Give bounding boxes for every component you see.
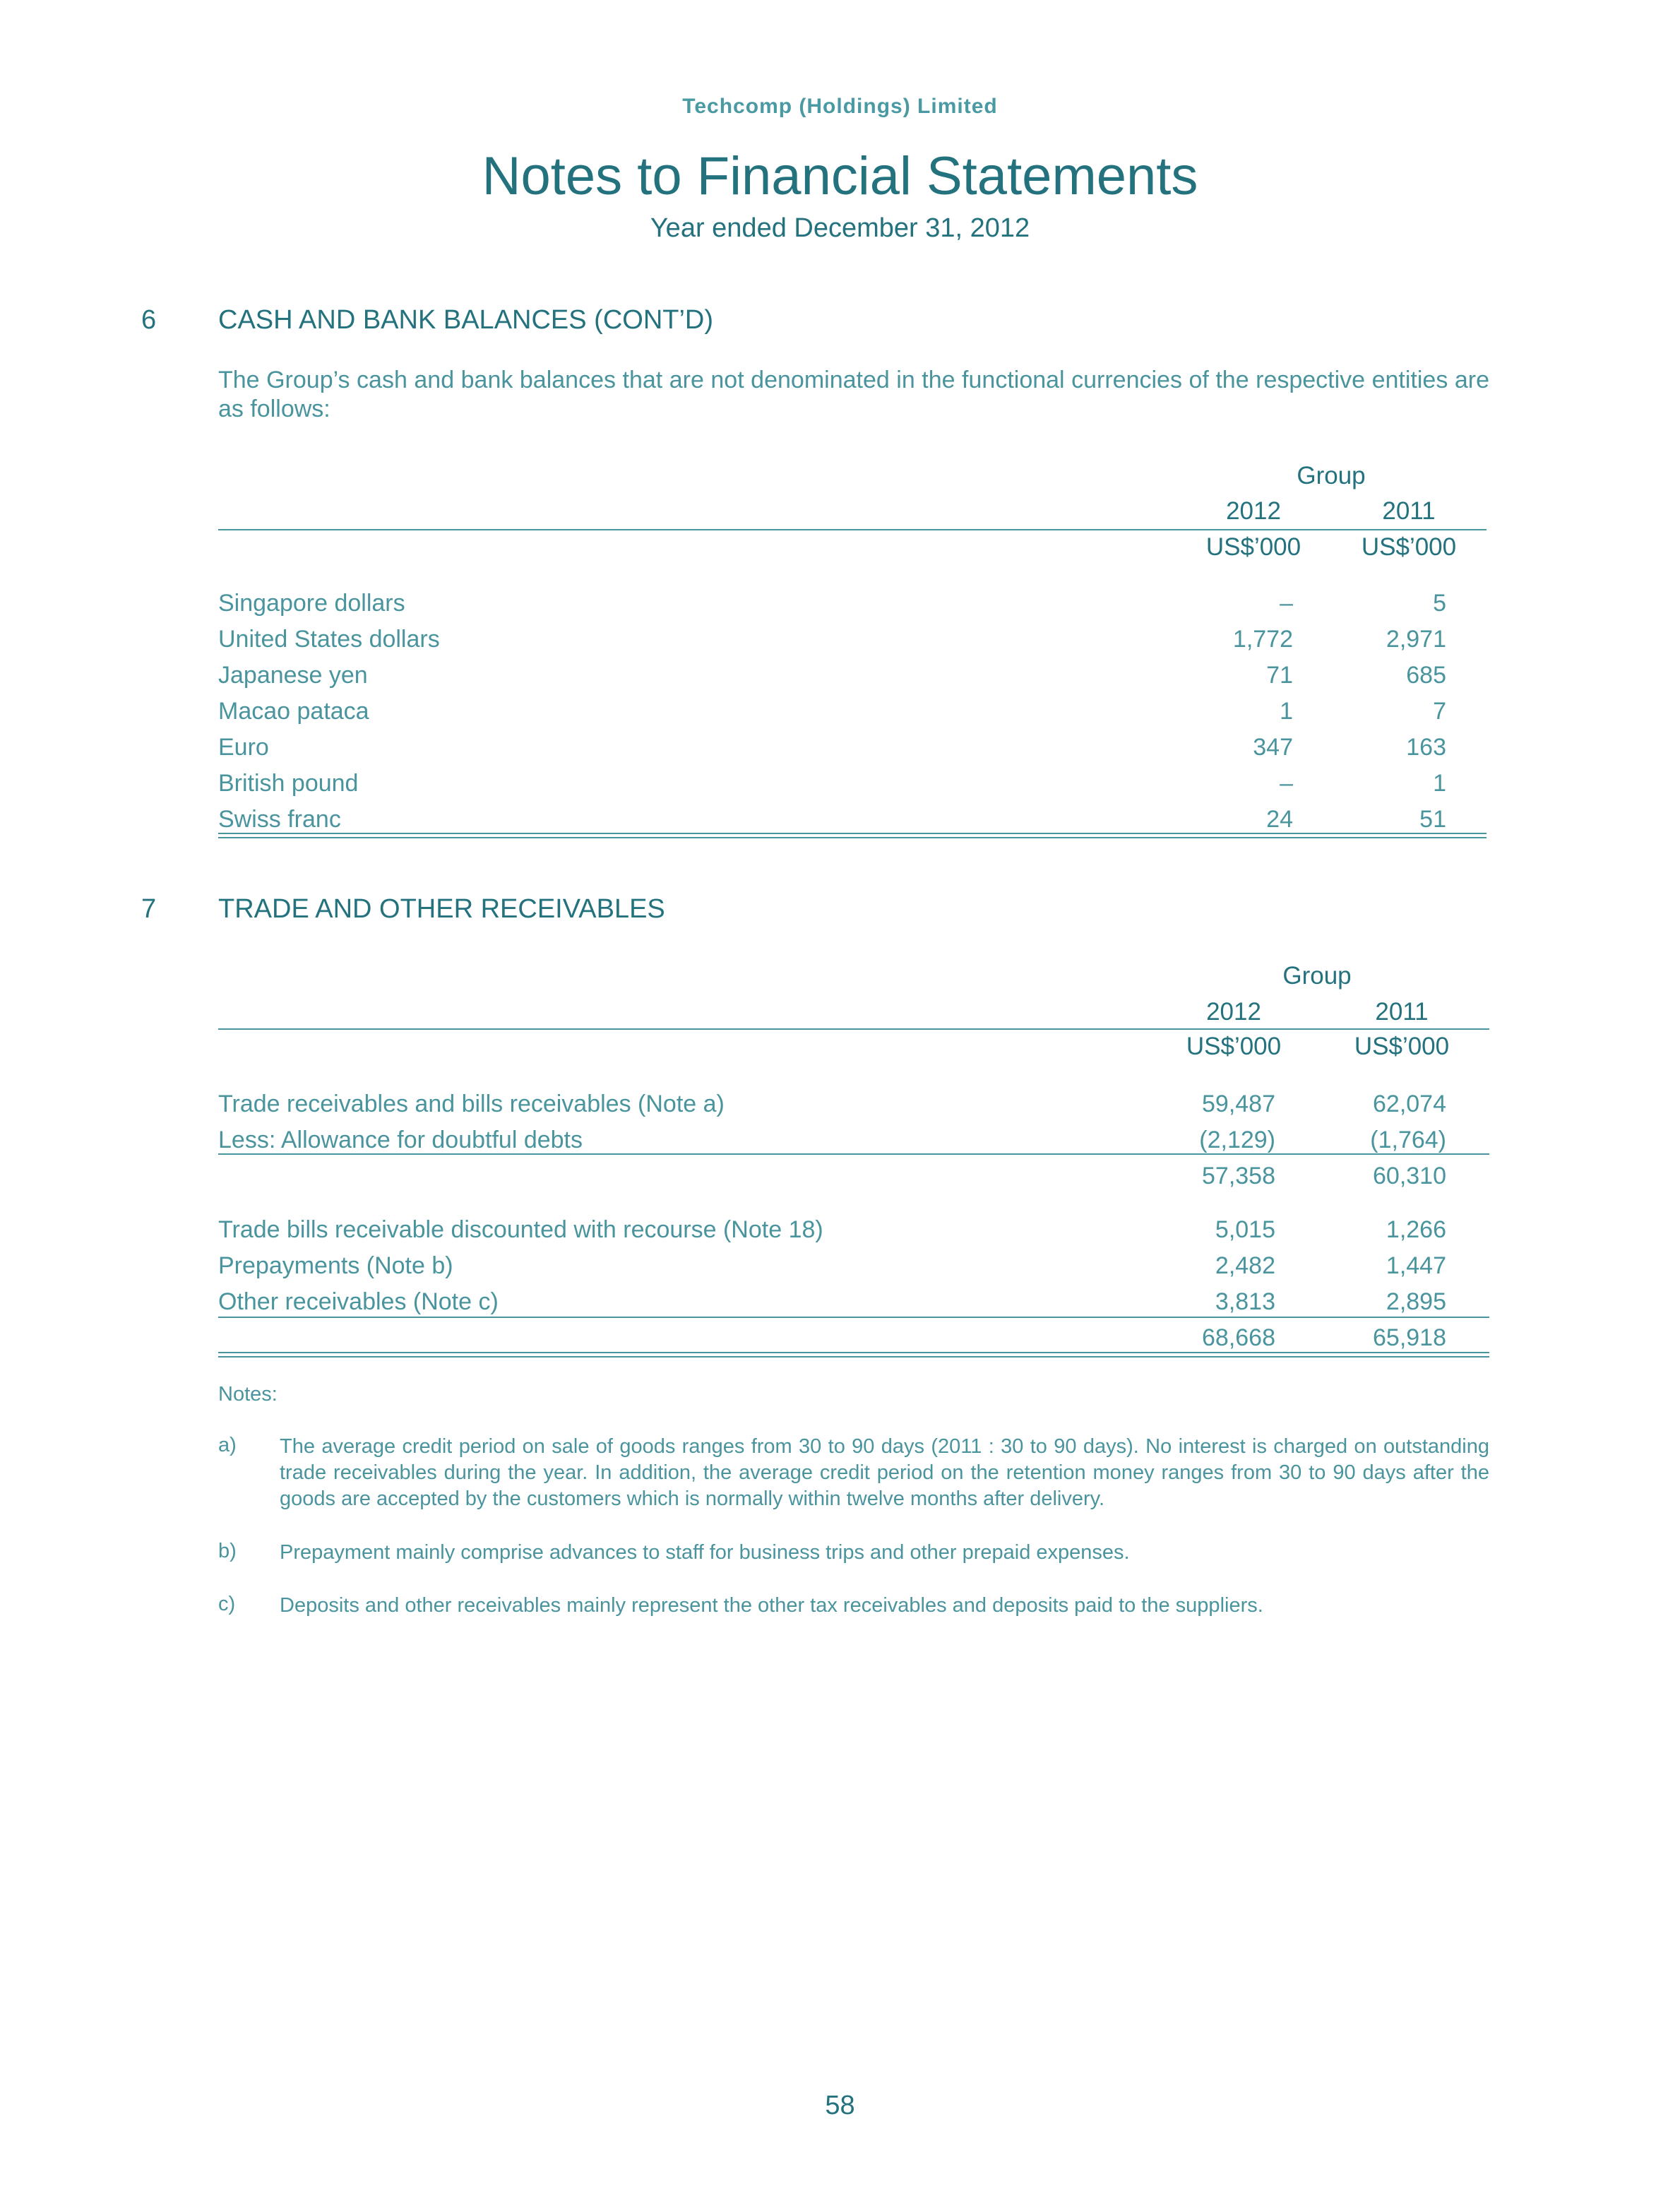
page-number: 58 [825,2091,855,2120]
s6-row-label: Japanese yen [218,662,368,689]
s7-unit-2012: US$’000 [1186,1033,1282,1060]
s7-row-value-2011: 62,074 [1373,1091,1446,1117]
s7-row-label: Trade receivables and bills receivables (Note a) [218,1091,725,1117]
s6-row-label: British pound [218,770,359,797]
note-label: c) [218,1593,236,1615]
s7-row-value-2012: 68,668 [1202,1324,1275,1351]
s6-header-rule [218,529,1487,530]
s6-row-value-2011: 2,971 [1386,626,1446,653]
s6-row-value-2011: 7 [1433,698,1446,725]
s6-row-label: United States dollars [218,626,440,653]
s7-total-rule-2 [218,1356,1489,1358]
notes-heading: Notes: [218,1383,278,1406]
note-text: Deposits and other receivables mainly represent the other tax receivables and deposits paid to the suppliers. [280,1594,1263,1617]
note-label: b) [218,1540,237,1562]
s7-row-value-2012: 2,482 [1215,1252,1275,1279]
s6-row-value-2012: 347 [1253,734,1293,761]
section-6-title: CASH AND BANK BALANCES (CONT’D) [218,305,714,335]
s7-row-value-2011: 60,310 [1373,1163,1446,1189]
s6-year-2012: 2012 [1226,497,1281,525]
page-subtitle: Year ended December 31, 2012 [650,213,1030,243]
s6-row-value-2011: 163 [1406,734,1446,761]
page-title: Notes to Financial Statements [482,146,1198,206]
s6-row-value-2012: 71 [1266,662,1293,689]
s6-row-label: Euro [218,734,269,761]
s7-total-rule-1 [218,1352,1489,1353]
s6-row-value-2012: – [1280,590,1293,617]
s7-row-value-2012: 57,358 [1202,1163,1275,1189]
s6-group-header: Group [1297,462,1366,489]
s7-row-value-2012: 59,487 [1202,1091,1275,1117]
s6-row-label: Swiss franc [218,806,341,833]
s7-row-value-2011: 1,447 [1386,1252,1446,1279]
s6-row-value-2011: 1 [1433,770,1446,797]
section-6-intro: The Group’s cash and bank balances that are not denominated in the functional currencies of the respective entities are as follows: [218,367,1489,422]
s7-row-value-2011: 65,918 [1373,1324,1446,1351]
note-label: a) [218,1434,237,1456]
s6-year-2011: 2011 [1382,497,1436,525]
s6-row-label: Macao pataca [218,698,369,725]
s7-row-label: Other receivables (Note c) [218,1288,499,1315]
s6-row-value-2012: 24 [1266,806,1293,833]
s6-unit-2011: US$’000 [1361,533,1457,561]
s6-row-label: Singapore dollars [218,590,405,617]
s7-year-2011: 2011 [1375,998,1429,1026]
company-name: Techcomp (Holdings) Limited [682,95,998,118]
section-6-number: 6 [141,305,157,335]
s7-row-value-2011: 1,266 [1386,1216,1446,1243]
s7-row-value-2012: (2,129) [1199,1127,1275,1153]
s7-row-value-2012: 5,015 [1215,1216,1275,1243]
section-7-number: 7 [141,894,157,924]
s6-row-value-2012: – [1280,770,1293,797]
s7-row-label: Less: Allowance for doubtful debts [218,1127,583,1153]
s6-row-value-2011: 51 [1419,806,1446,833]
s6-total-rule-1 [218,833,1487,834]
s7-pretotal-rule [218,1317,1489,1318]
s7-row-value-2011: 2,895 [1386,1288,1446,1315]
s7-header-rule [218,1028,1489,1030]
s7-row-value-2012: 3,813 [1215,1288,1275,1315]
s7-row-label: Trade bills receivable discounted with recourse (Note 18) [218,1216,823,1243]
s7-unit-2011: US$’000 [1354,1033,1450,1060]
s6-row-value-2011: 5 [1433,590,1446,617]
s6-row-value-2012: 1,772 [1232,626,1293,653]
s7-row-label: Prepayments (Note b) [218,1252,453,1279]
section-7-title: TRADE AND OTHER RECEIVABLES [218,894,665,924]
s7-year-2012: 2012 [1206,998,1261,1026]
s6-row-value-2011: 685 [1406,662,1446,689]
s7-row-value-2011: (1,764) [1370,1127,1446,1153]
s7-group-header: Group [1282,962,1352,990]
s7-subtotal-rule [218,1153,1489,1155]
s6-row-value-2012: 1 [1280,698,1293,725]
note-text: The average credit period on sale of goods ranges from 30 to 90 days (2011 : 30 to 90 days). No interest is charged on outstanding trade receivables during the year. In addition, the average credit period on the retention money ranges from 30 to 90 days after the goods are accepted by the customers which is normally within twelve months after delivery. [280,1435,1489,1510]
note-text: Prepayment mainly comprise advances to staff for business trips and other prepaid expenses. [280,1541,1130,1564]
s6-unit-2012: US$’000 [1205,533,1301,561]
s6-total-rule-2 [218,837,1487,838]
